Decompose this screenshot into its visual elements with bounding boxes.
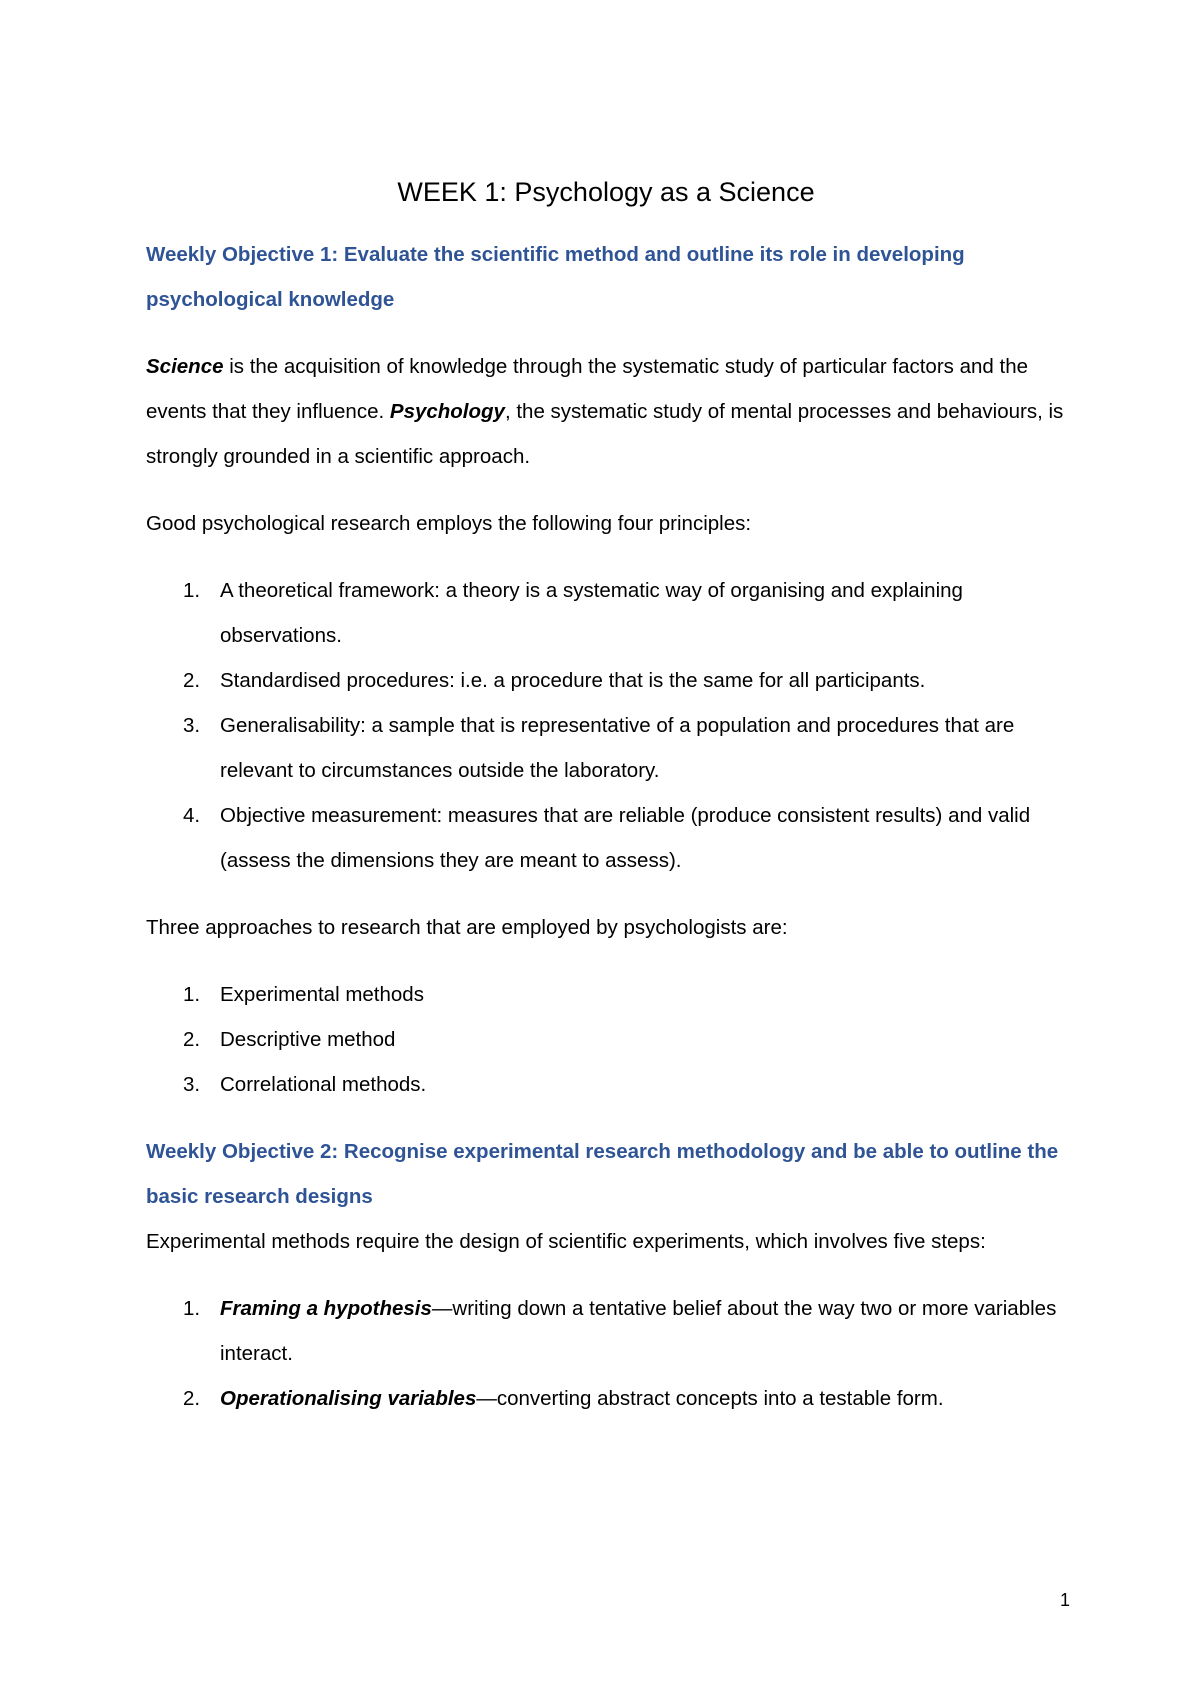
list-item-text: —converting abstract concepts into a testable form. bbox=[476, 1387, 944, 1410]
list-item bbox=[146, 703, 1066, 793]
list-item-number: 2. bbox=[183, 669, 201, 692]
document-content bbox=[146, 172, 1066, 1421]
page-number: 1 bbox=[1059, 1590, 1070, 1610]
psychology-definition-text: , the systematic study of mental processes and behaviours, is strongly grounded in a scientific approach. bbox=[146, 400, 1064, 468]
list-item-text: A theoretical framework: a theory is a systematic way of organising and explaining observations. bbox=[220, 579, 963, 647]
list-item-number: 4. bbox=[183, 804, 201, 827]
step-term: Operationalising variables bbox=[220, 1387, 477, 1410]
list-item-text: Correlational methods. bbox=[220, 1073, 427, 1096]
list-item-text: Generalisability: a sample that is representative of a population and procedures that are relevant to circumstances outside the laboratory. bbox=[220, 714, 1015, 782]
principles-list bbox=[146, 568, 1066, 883]
list-item-number: 3. bbox=[183, 1073, 201, 1096]
science-definition-paragraph bbox=[146, 344, 1066, 479]
list-item-text: Descriptive method bbox=[220, 1028, 396, 1051]
psychology-term: Psychology bbox=[389, 400, 505, 423]
list-item bbox=[146, 1286, 1066, 1376]
steps-list bbox=[146, 1286, 1066, 1421]
list-item bbox=[146, 1376, 1066, 1421]
principles-intro: Good psychological research employs the following four principles: bbox=[146, 512, 752, 535]
page-title: WEEK 1: Psychology as a Science bbox=[397, 177, 815, 207]
approaches-list bbox=[146, 972, 1066, 1107]
list-item-number: 1. bbox=[183, 983, 201, 1006]
list-item bbox=[146, 793, 1066, 883]
science-term: Science bbox=[146, 355, 224, 378]
list-item bbox=[146, 568, 1066, 658]
list-item-number: 3. bbox=[183, 714, 201, 737]
science-definition-text: is the acquisition of knowledge through the systematic study of particular factors and the events that they influence. bbox=[146, 355, 1028, 423]
list-item-number: 1. bbox=[183, 1297, 201, 1320]
list-item bbox=[146, 972, 1066, 1017]
list-item-number: 1. bbox=[183, 579, 201, 602]
weekly-objective-2-heading: Weekly Objective 2: Recognise experimental research methodology and be able to outline the basic research designs bbox=[146, 1140, 1059, 1208]
approaches-intro: Three approaches to research that are employed by psychologists are: bbox=[146, 916, 788, 939]
step-term: Framing a hypothesis bbox=[220, 1297, 432, 1320]
list-item-text: Standardised procedures: i.e. a procedure that is the same for all participants. bbox=[220, 669, 926, 692]
list-item-text: Objective measurement: measures that are reliable (produce consistent results) and valid (assess the dimensions they are meant to assess). bbox=[220, 804, 1031, 872]
list-item-text: Experimental methods bbox=[220, 983, 424, 1006]
experimental-intro: Experimental methods require the design of scientific experiments, which involves five steps: bbox=[146, 1230, 986, 1253]
list-item bbox=[146, 658, 1066, 703]
list-item-number: 2. bbox=[183, 1387, 201, 1410]
weekly-objective-1-heading: Weekly Objective 1: Evaluate the scientific method and outline its role in developing psychological knowledge bbox=[146, 243, 965, 311]
list-item bbox=[146, 1062, 1066, 1107]
list-item-number: 2. bbox=[183, 1028, 201, 1051]
list-item bbox=[146, 1017, 1066, 1062]
list-item-text: —writing down a tentative belief about the way two or more variables interact. bbox=[220, 1297, 1057, 1365]
